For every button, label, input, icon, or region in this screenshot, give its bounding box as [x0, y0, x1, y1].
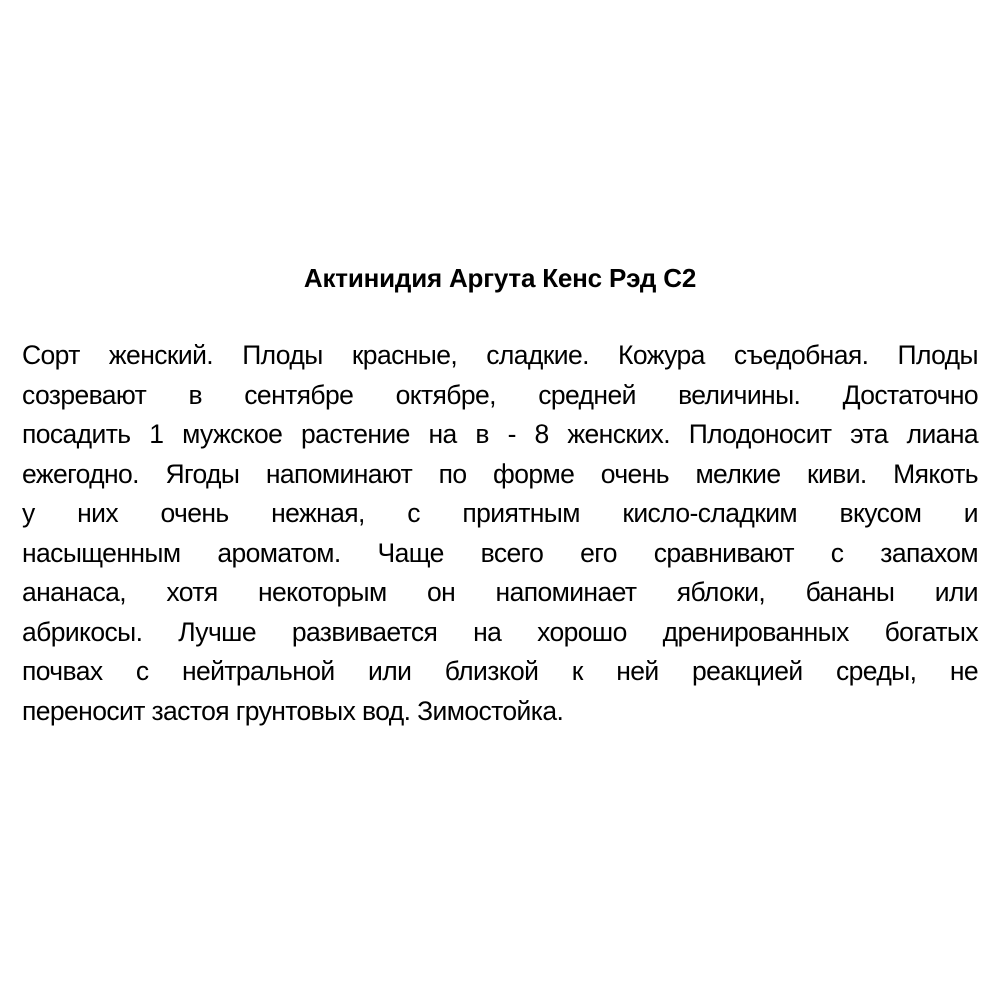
paragraph-line: созревают в сентябре октябре, средней величины. Достаточно	[22, 379, 978, 410]
paragraph-line: абрикосы. Лучше развивается на хорошо дренированных богатых	[22, 616, 978, 647]
document	[22, 258, 978, 731]
paragraph-line: ананаса, хотя некоторым он напоминает яблоки, бананы или	[22, 577, 978, 607]
paragraph-line: Сорт женский. Плоды красные, сладкие. Кожура съедобная. Плоды	[22, 340, 978, 370]
paragraph-line: почвах с нейтральной или близкой к ней реакцией среды, не	[22, 656, 978, 686]
paragraph-line: посадить 1 мужское растение на в - 8 женских. Плодоносит эта лиана	[22, 419, 978, 449]
paragraph-line: ежегодно. Ягоды напоминают по форме очень мелкие киви. Мякоть	[22, 458, 978, 489]
description-paragraph	[22, 336, 978, 731]
document-title: Актинидия Аргута Кенс Рэд С2	[303, 263, 697, 293]
paragraph-line: у них очень нежная, с приятным кисло-сладким вкусом и	[22, 498, 978, 528]
paragraph-line: переносит застоя грунтовых вод. Зимостойка.	[22, 695, 564, 726]
paragraph-line: насыщенным ароматом. Чаще всего его сравнивают с запахом	[22, 537, 978, 568]
